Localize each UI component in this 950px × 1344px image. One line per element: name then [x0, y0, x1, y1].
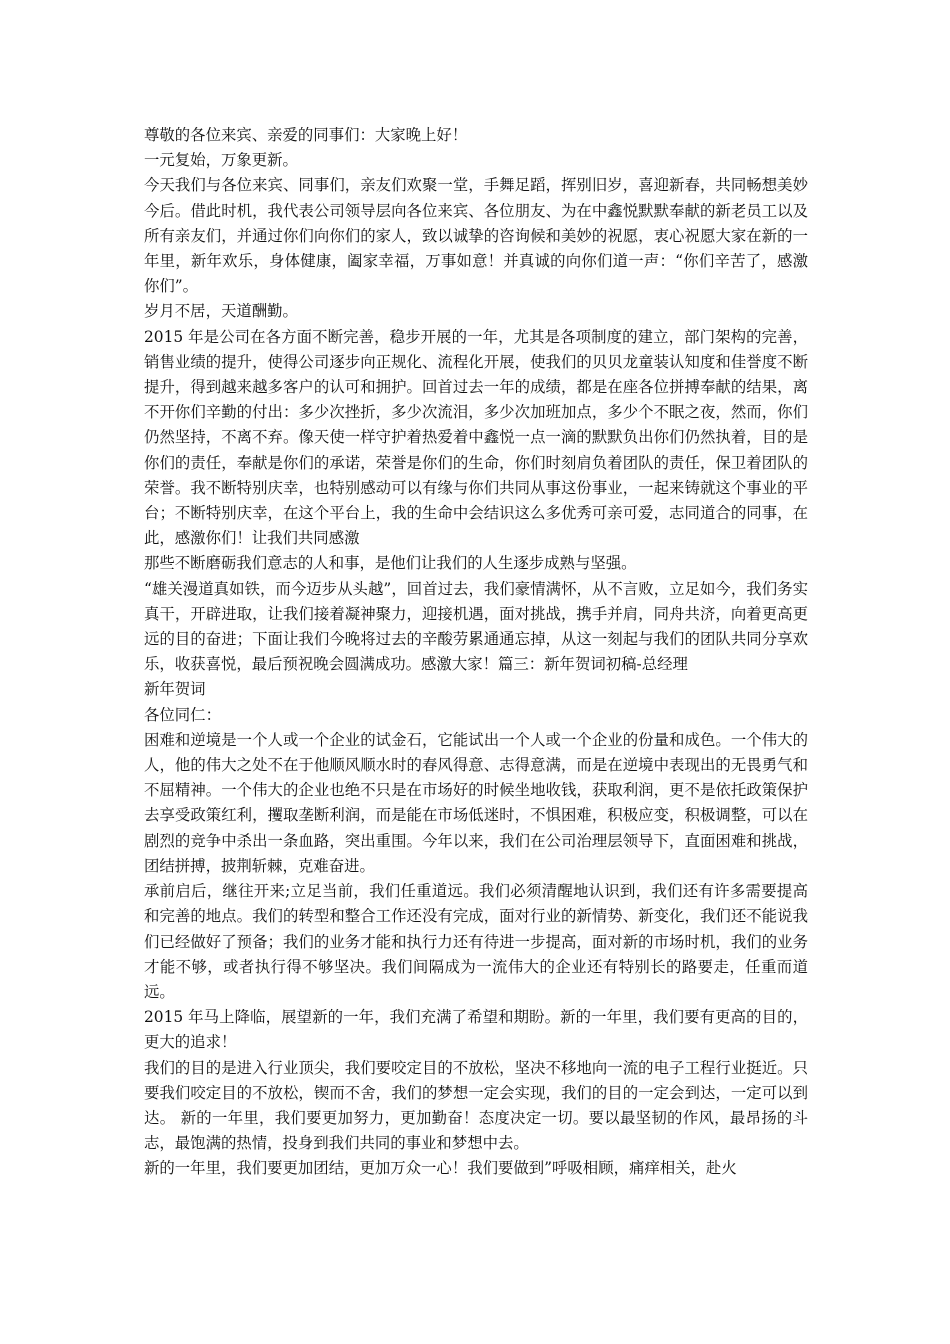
text-paragraph: 2015 年马上降临，展望新的一年，我们充满了希望和期盼。新的一年里，我们要有更高的目的，更大的追求！ [144, 1008, 808, 1052]
text-paragraph: 新的一年里，我们要更加团结，更加万众一心！我们要做到”呼吸相顾，痛痒相关，赴火 [144, 1159, 737, 1178]
salutation: 各位同仁： [144, 705, 221, 724]
section-title: 新年贺词 [144, 680, 206, 699]
text-paragraph: 困难和逆境是一个人或一个企业的试金石，它能试出一个人或一个企业的份量和成色。一个伟大的人，他的伟大之处不在于他顺风顺水时的春风得意、志得意满，而是在逆境中表现出的无畏勇气和不屈精神。一个伟大的企业也绝不只是在市场好的时候坐地收钱，获取利润，更不是依托政策保护去享受政策红利，攫取垄断利润，而是能在市场低迷时，不惧困难，积极应变，积极调整，可以在剧烈的竞争中杀出一条血路，突出重围。今年以来，我们在公司治理层领导下，直面困难和挑战，团结拼搏，披荆斩棘，克难奋进。 [144, 730, 808, 875]
text-paragraph: 2015 年是公司在各方面不断完善，稳步开展的一年，尤其是各项制度的建立，部门架构的完善，销售业绩的提升，使得公司逐步向正规化、流程化开展，使我们的贝贝龙童装认知度和佳誉度不断提升，得到越来越多客户的认可和拥护。回首过去一年的成绩，都是在座各位拼搏奉献的结果，离不开你们辛勤的付出：多少次挫折，多少次流泪，多少次加班加点，多少个不眠之夜，然而，你们仍然坚持，不离不弃。像天使一样守护着热爱着中鑫悦一点一滴的默默负出你们仍然执着，目的是你们的责任，奉献是你们的承诺，荣誉是你们的生命，你们时刻肩负着团队的责任，保卫着团队的荣誉。我不断特别庆幸，也特别感动可以有缘与你们共同从事这份事业，一起来铸就这个事业的平台；不断特别庆幸，在这个平台上，我的生命中会结识这么多优秀可亲可爱，志同道合的同事，在此，感激你们！让我们共同感激 [144, 327, 808, 548]
text-paragraph: “雄关漫道真如铁，而今迈步从头越”，回首过去，我们豪情满怀，从不言败，立足如今，我们务实真干，开辟进取，让我们接着凝神聚力，迎接机遇，面对挑战，携手并肩，同舟共济，向着更高更远的目的奋进；下面让我们今晚将过去的辛酸劳累通通忘掉，从这一刻起与我们的团队共同分享欢乐，收获喜悦，最后预祝晚会圆满成功。感激大家！篇三：新年贺词初稿-总经理 [144, 579, 808, 674]
document-body [144, 123, 808, 1182]
greeting-paragraph: 尊敬的各位来宾、亲爱的同事们：大家晚上好！ [144, 126, 468, 144]
text-paragraph: 一元复始，万象更新。 [144, 151, 298, 170]
text-paragraph: 今天我们与各位来宾、同事们，亲友们欢聚一堂，手舞足蹈，挥别旧岁，喜迎新春，共同畅想美妙今后。借此时机，我代表公司领导层向各位来宾、各位朋友、为在中鑫悦默默奉献的新老员工以及所有亲友们，并通过你们向你们的家人，致以诚挚的咨询候和美妙的祝愿，衷心祝愿大家在新的一年里，新年欢乐，身体健康，阖家幸福，万事如意！并真诚的向你们道一声：“你们辛苦了，感激你们”。 [144, 176, 808, 296]
text-paragraph: 岁月不居，天道酬勤。 [144, 302, 298, 321]
text-paragraph: 承前启后，继往开来;立足当前，我们任重道远。我们必须清醒地认识到，我们还有许多需要提高和完善的地点。我们的转型和整合工作还没有完成，面对行业的新情势、新变化，我们还不能说我们已经做好了预备；我们的业务才能和执行力还有待进一步提高，面对新的市场时机，我们的业务才能不够，或者执行得不够坚决。我们间隔成为一流伟大的企业还有特别长的路要走，任重而道远。 [144, 882, 808, 1001]
text-paragraph: 我们的目的是进入行业顶尖，我们要咬定目的不放松，坚决不移地向一流的电子工程行业挺近。只要我们咬定目的不放松，锲而不舍，我们的梦想一定会实现，我们的目的一定会到达，一定可以到达。 新的一年里，我们要更加努力，更加勤奋！态度决定一切。要以最坚韧的作风，最昂扬的斗志，最饱满的热情，投身到我们共同的事业和梦想中去。 [144, 1058, 808, 1153]
text-paragraph: 那些不断磨砺我们意志的人和事，是他们让我们的人生逐步成熟与坚强。 [144, 554, 637, 573]
